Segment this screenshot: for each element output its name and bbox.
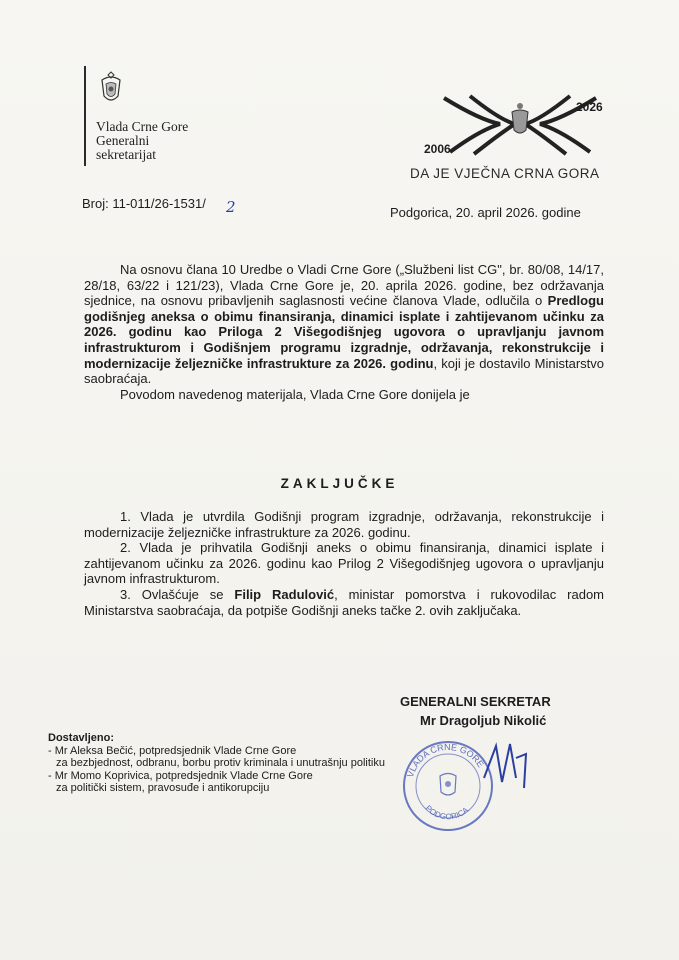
issuer-name [96,120,188,162]
issuer-line-3: sekretarijat [96,147,156,162]
motto: DA JE VJEČNA CRNA GORA [410,166,600,181]
conclusions-list [84,509,604,618]
header-divider [84,66,86,166]
handwritten-signature [480,738,540,798]
intro-paragraphs [84,262,604,402]
conclusion-2: 2. Vlada je prihvatila Godišnji aneks o obimu finansiranja, dinamici isplate i zahtijevanom učinku za 2026. godinu kao Prilog 2 Višegodišnjeg ugovora o upravljanju javnom infrastrukturom. [84,540,604,587]
recipient-2-detail: za politički sistem, pravosuđe i antikorupciju [56,782,270,794]
coat-of-arms-icon [98,70,124,106]
issuer-line-2: Generalni [96,133,150,148]
signatory-title: GENERALNI SEKRETAR [400,694,551,709]
intro-text-2: , koji je dostavilo Ministarstvo saobraćaja. [84,355,605,387]
conclusion-3-name: Filip Radulović [234,586,335,602]
recipient-1-detail: za bezbjednost, odbranu, borbu protiv kriminala i unutrašnju politiku [56,757,385,769]
document-date: Podgorica, 20. april 2026. godine [390,205,581,220]
handwritten-number: 2 [226,198,236,216]
conclusion-3-pre: 3. Ovlašćuje se [120,586,235,602]
intro-bold-subject: Predlogu godišnjeg aneksa o obimu finansiranja, dinamici isplate i zahtijevanom učinku za 2026. godinu kao Priloga 2 Višegodišnjeg ugovora o upravljanju javnom infrastrukturom i Godišnjem programu izgradnje, održavanja, rekonstrukcije i modernizacije željezničke infrastrukture za 2026. godinu [84,293,604,371]
stamp-text-bottom: PODGORICA [423,803,471,822]
year-start: 2006 [424,142,451,156]
intro-text-1: Na osnovu člana 10 Uredbe o Vladi Crne Gore („Službeni list CG", br. 80/08, 14/17, 28/18, 63/22 i 121/23), Vlada Crne Gore je, 20. aprila 2026. godine, bez održavanja sjednice, na osnovu pribavljenih saglasnosti većine članova Vlade, odlučila o [84,262,604,309]
recipient-2: - Mr Momo Koprivica, potpredsjednik Vlade Crne Gore [48,769,313,782]
distribution-list [48,732,385,795]
year-end: 2026 [576,100,603,114]
conclusion-3-post: , ministar pomorstva i rukovodilac radom Ministarstva saobraćaja, da potpiše Godišnji aneks tačke 2. ovih zaključaka. [84,586,604,618]
stamp-text-top: VLADA CRNE GORE [405,741,486,779]
conclusion-3 [84,587,604,618]
distribution-heading: Dostavljeno: [48,732,115,744]
signatory-name: Mr Dragoljub Nikolić [420,713,547,728]
recipient-1: - Mr Aleksa Bečić, potpredsjednik Vlade Crne Gore [48,744,297,757]
svg-text:PODGORICA [424,804,471,822]
document-title: ZAKLJUČKE [280,476,399,491]
intro-second-line: Povodom navedenog materijala, Vlada Crne Gore donijela je [120,386,470,402]
conclusion-1: 1. Vlada je utvrdila Godišnji program izgradnje, održavanja, rekonstrukcije i modernizacije željezničke infrastrukture za 2026. godinu. [84,509,604,540]
issuer-line-1: Vlada Crne Gore [96,119,189,134]
reference-number: Broj: 11-011/26-1531/ [82,196,206,211]
intro-paragraph [84,262,604,387]
